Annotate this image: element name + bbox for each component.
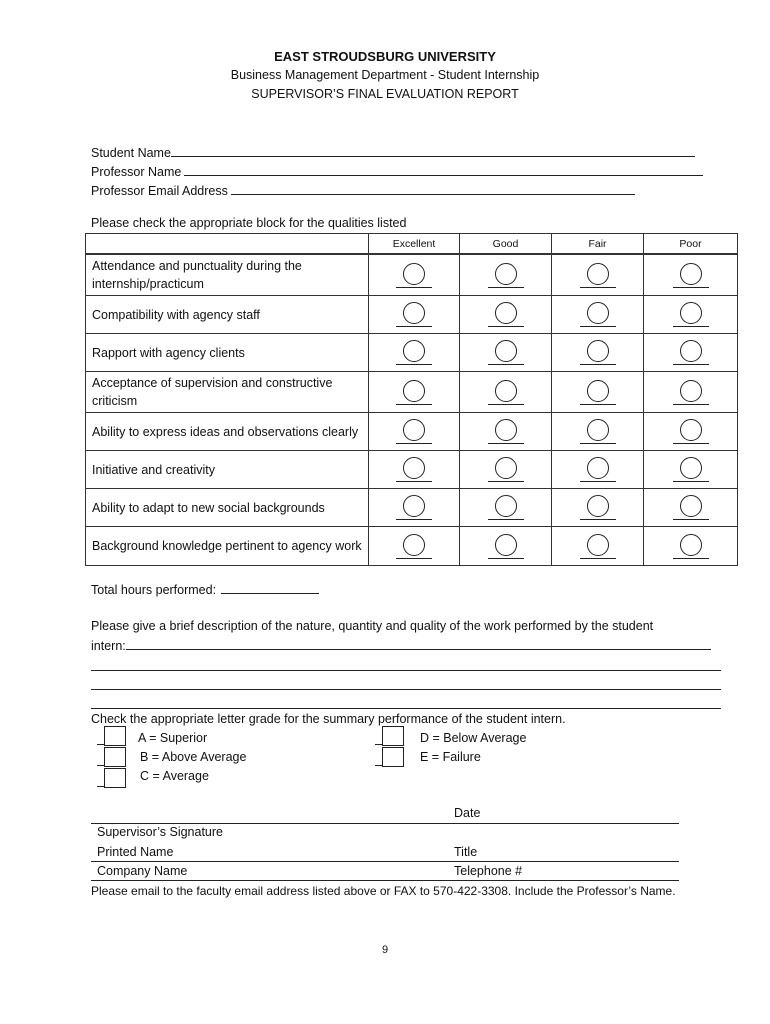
total-hours-field[interactable]: [221, 580, 319, 594]
rating-radio-excellent[interactable]: [403, 495, 425, 517]
quality-label: Acceptance of supervision and constructive criticism: [86, 372, 369, 413]
professor-email-label: Professor Email Address: [91, 184, 228, 198]
rating-radio-fair[interactable]: [587, 380, 609, 402]
student-name-label: Student Name: [91, 146, 171, 160]
rating-radio-good[interactable]: [495, 340, 517, 362]
company-name-line[interactable]: [91, 880, 679, 881]
intern-label: intern:: [91, 639, 126, 653]
grade-e-label: E = Failure: [420, 750, 481, 764]
rating-radio-excellent[interactable]: [403, 340, 425, 362]
grade-b-checkbox[interactable]: [104, 747, 126, 767]
department-subtitle: Business Management Department - Student Internship: [230, 68, 540, 82]
rating-radio-excellent[interactable]: [403, 534, 425, 556]
professor-name-label: Professor Name: [91, 165, 182, 179]
printed-name-line[interactable]: [91, 861, 679, 862]
rating-radio-excellent[interactable]: [403, 263, 425, 285]
rating-radio-good[interactable]: [495, 380, 517, 402]
university-title: EAST STROUDSBURG UNIVERSITY: [274, 49, 496, 64]
professor-email-row: [91, 181, 635, 198]
table-row: [86, 334, 738, 372]
table-row: [86, 372, 738, 413]
rating-radio-good[interactable]: [495, 419, 517, 441]
student-name-field[interactable]: [171, 143, 695, 157]
table-row: [86, 413, 738, 451]
rating-radio-poor[interactable]: [680, 340, 702, 362]
supervisor-signature-label: Supervisor’s Signature: [97, 825, 223, 839]
title-label: Title: [454, 845, 478, 859]
rating-radio-good[interactable]: [495, 263, 517, 285]
rating-radio-excellent[interactable]: [403, 302, 425, 324]
quality-label: Background knowledge pertinent to agency work: [86, 527, 369, 566]
grade-c-checkbox[interactable]: [104, 768, 126, 788]
description-line-2[interactable]: [91, 670, 721, 671]
rating-radio-poor[interactable]: [680, 263, 702, 285]
rating-radio-poor[interactable]: [680, 495, 702, 517]
rating-radio-good[interactable]: [495, 457, 517, 479]
rating-radio-excellent[interactable]: [403, 380, 425, 402]
rating-radio-excellent[interactable]: [403, 419, 425, 441]
grade-a-label: A = Superior: [138, 731, 208, 745]
rating-radio-poor[interactable]: [680, 419, 702, 441]
rating-radio-fair[interactable]: [587, 263, 609, 285]
quality-label: Attendance and punctuality during the internship/practicum: [86, 254, 369, 296]
grade-instruction: Check the appropriate letter grade for the summary performance of the student intern.: [91, 712, 566, 726]
page-number: 9: [381, 944, 389, 956]
column-header-good: Good: [460, 234, 552, 255]
rating-radio-fair[interactable]: [587, 457, 609, 479]
ratings-table: [85, 233, 738, 566]
quality-label: Ability to express ideas and observations clearly: [86, 413, 369, 451]
report-title: SUPERVISOR’S FINAL EVALUATION REPORT: [251, 87, 519, 101]
description-line-1[interactable]: [126, 636, 711, 650]
column-header-poor: Poor: [644, 234, 738, 255]
rating-radio-good[interactable]: [495, 302, 517, 324]
description-line-4[interactable]: [91, 708, 721, 709]
table-row: [86, 489, 738, 527]
telephone-label: Telephone #: [454, 864, 523, 878]
grade-c-label: C = Average: [140, 769, 209, 783]
signature-line[interactable]: [91, 823, 679, 824]
table-row: [86, 296, 738, 334]
quality-label: Rapport with agency clients: [86, 334, 369, 372]
grade-d-label: D = Below Average: [420, 731, 527, 745]
column-header-excellent: Excellent: [369, 234, 460, 255]
professor-name-row: [91, 162, 703, 179]
rating-radio-fair[interactable]: [587, 495, 609, 517]
quality-label: Ability to adapt to new social backgrounds: [86, 489, 369, 527]
rating-radio-fair[interactable]: [587, 534, 609, 556]
rating-radio-poor[interactable]: [680, 457, 702, 479]
rating-radio-fair[interactable]: [587, 302, 609, 324]
rating-radio-fair[interactable]: [587, 340, 609, 362]
intern-description-row: [91, 636, 711, 653]
grade-a-checkbox[interactable]: [104, 726, 126, 746]
rating-radio-excellent[interactable]: [403, 457, 425, 479]
table-row: [86, 527, 738, 566]
printed-name-label: Printed Name: [97, 845, 174, 859]
rating-radio-fair[interactable]: [587, 419, 609, 441]
date-label: Date: [454, 806, 481, 820]
rating-radio-poor[interactable]: [680, 534, 702, 556]
quality-column-header: [86, 234, 369, 255]
grade-e-checkbox[interactable]: [382, 747, 404, 767]
company-name-label: Company Name: [97, 864, 188, 878]
table-row: [86, 451, 738, 489]
rating-radio-poor[interactable]: [680, 302, 702, 324]
professor-name-field[interactable]: [184, 162, 703, 176]
description-line-3[interactable]: [91, 689, 721, 690]
ratings-instruction: Please check the appropriate block for the qualities listed: [91, 216, 407, 230]
footer-note: Please email to the faculty email address listed above or FAX to 570-422-3308. Include the Professor’s Name.: [91, 884, 676, 898]
quality-label: Initiative and creativity: [86, 451, 369, 489]
student-name-row: [91, 143, 695, 160]
grade-d-checkbox[interactable]: [382, 726, 404, 746]
rating-radio-good[interactable]: [495, 495, 517, 517]
ratings-header-row: [86, 234, 738, 255]
total-hours-label: Total hours performed:: [91, 583, 217, 597]
total-hours-row: [91, 580, 319, 597]
description-prompt: Please give a brief description of the nature, quantity and quality of the work performed by the student: [91, 619, 654, 633]
column-header-fair: Fair: [552, 234, 644, 255]
rating-radio-poor[interactable]: [680, 380, 702, 402]
rating-radio-good[interactable]: [495, 534, 517, 556]
professor-email-field[interactable]: [231, 181, 635, 195]
grade-b-label: B = Above Average: [140, 750, 247, 764]
quality-label: Compatibility with agency staff: [86, 296, 369, 334]
table-row: [86, 254, 738, 296]
